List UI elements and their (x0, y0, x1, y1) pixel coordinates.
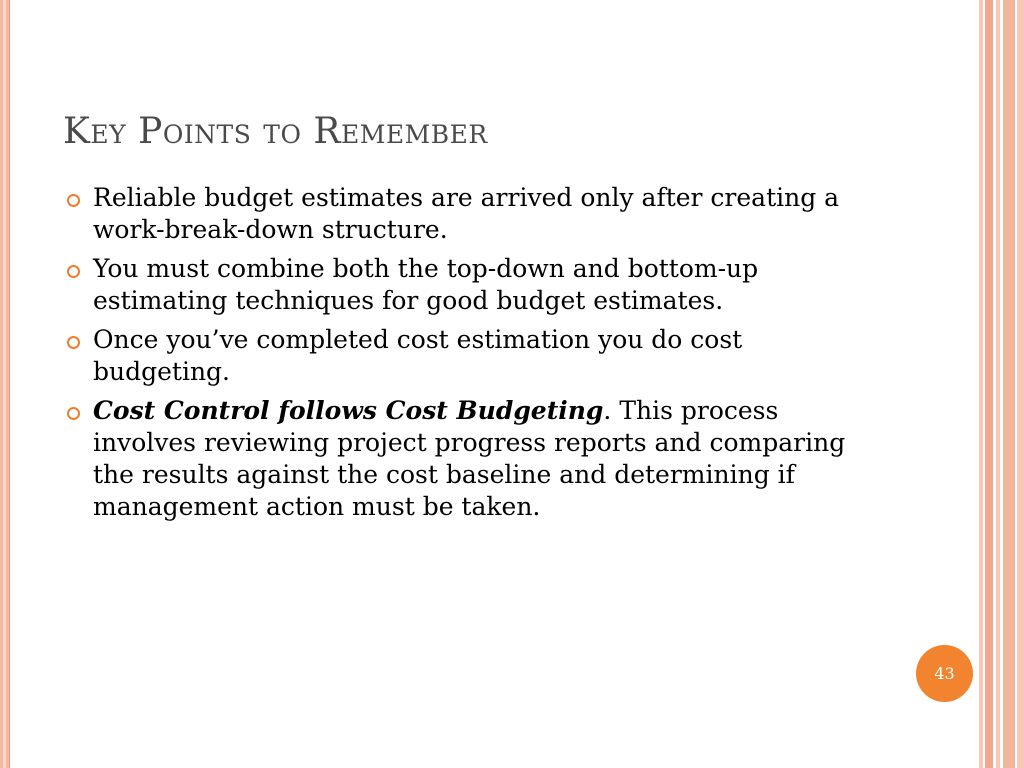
right-border-decoration (979, 0, 1024, 768)
bullet-list (63, 182, 883, 530)
bullet-item-4 (63, 395, 883, 523)
bullet-text: Once you’ve completed cost estimation you do cost budgeting. (93, 325, 743, 386)
bullet-item-2 (63, 253, 883, 317)
left-border-decoration (0, 0, 10, 768)
bullet-emphasis: Cost Control follows Cost Budgeting (93, 396, 604, 425)
bullet-item-1 (63, 182, 883, 246)
bullet-item-3 (63, 324, 883, 388)
bullet-text: You must combine both the top-down and bottom-up estimating techniques for good budget estimates. (93, 254, 759, 315)
slide-title: Key Points to Remember (63, 111, 488, 152)
page-number-badge (916, 645, 973, 702)
bullet-icon (67, 194, 80, 207)
bullet-icon (67, 336, 80, 349)
bullet-text: Reliable budget estimates are arrived only after creating a work-break-down structure. (93, 183, 840, 244)
bullet-text: . This process involves reviewing project progress reports and comparing the results against the cost baseline and determining if management action must be taken. (93, 396, 846, 521)
bullet-icon (67, 265, 80, 278)
bullet-icon (67, 407, 80, 420)
page-number: 43 (934, 664, 955, 683)
